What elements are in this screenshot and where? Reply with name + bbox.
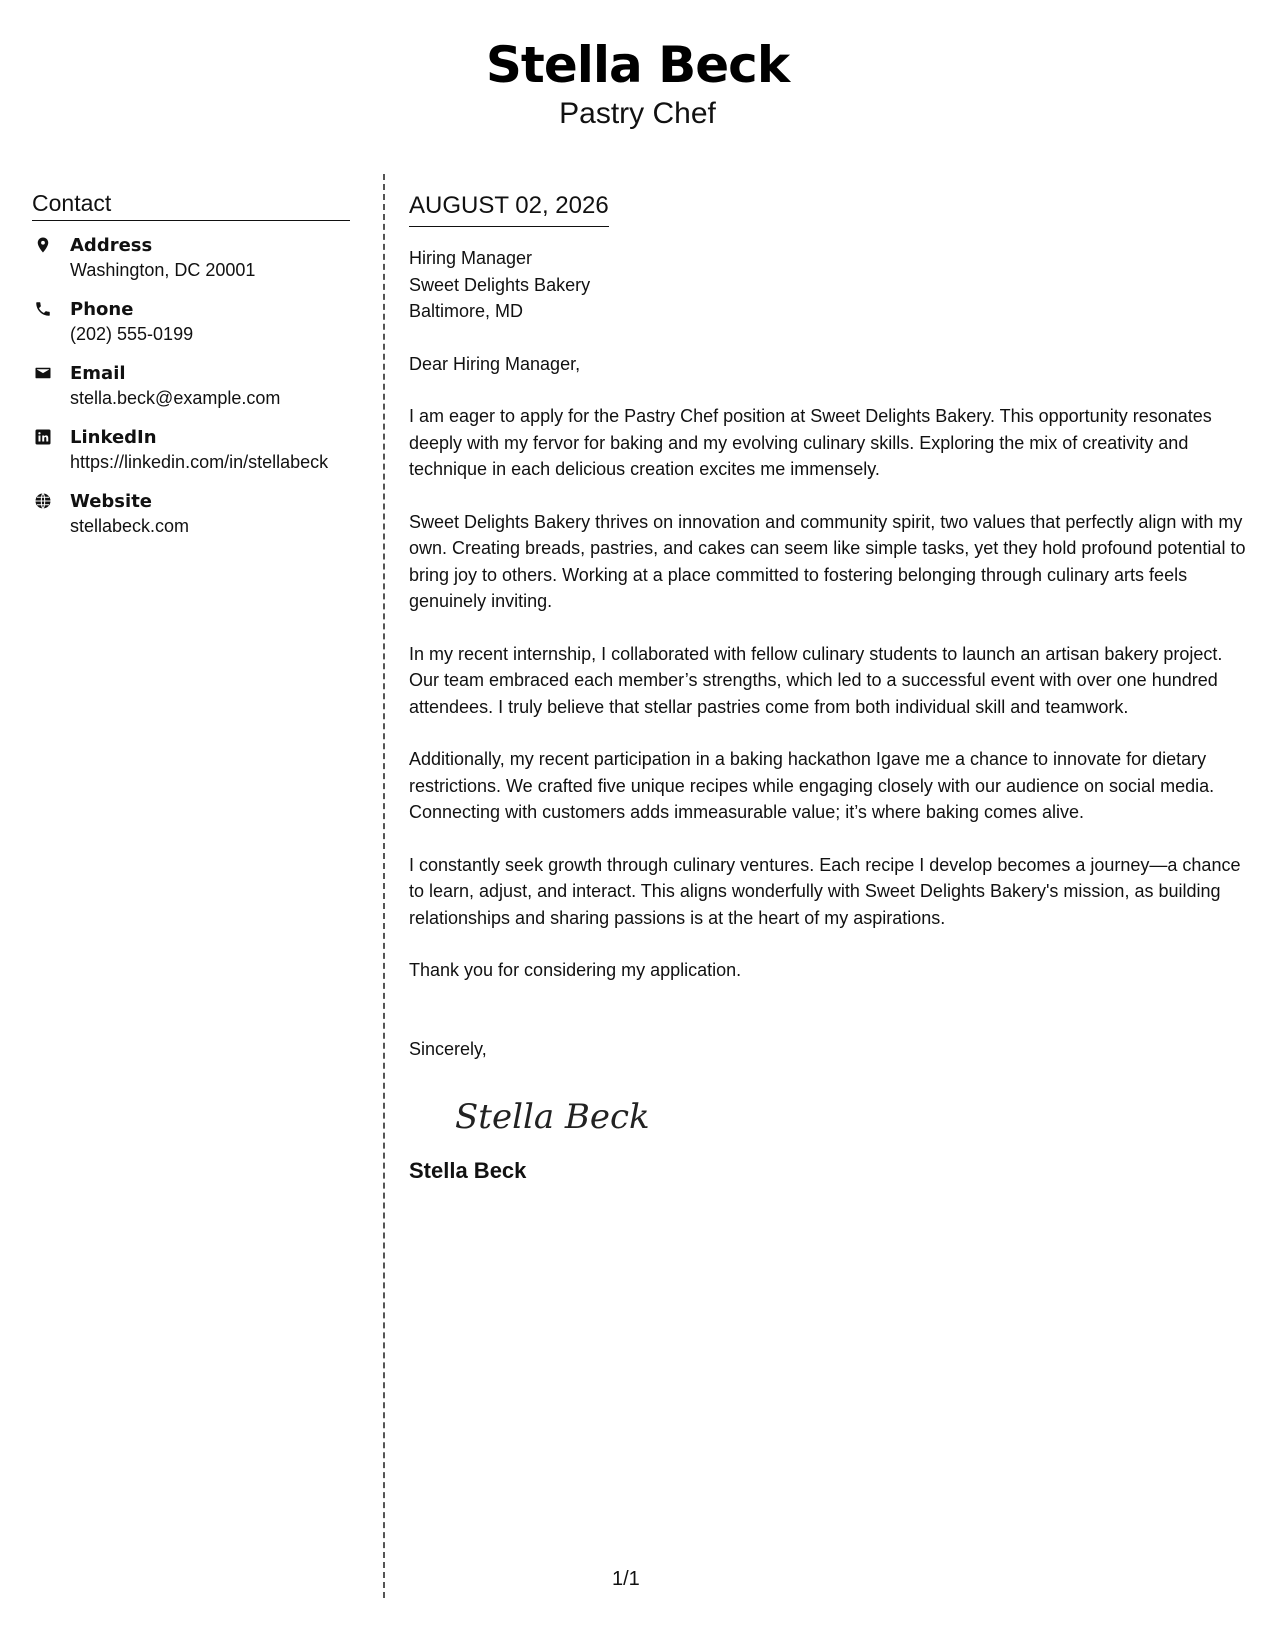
applicant-role: Pastry Chef [559,97,716,130]
globe-icon [34,492,52,510]
signature-name: Stella Beck [409,1158,527,1183]
recipient-block [409,245,1249,325]
recipient-line: Baltimore, MD [409,301,524,321]
contact-linkedin [32,425,350,475]
email-label: Email [70,363,126,384]
phone-value: (202) 555-0199 [70,324,194,344]
letter-header [0,36,1275,132]
letter-paragraph: Thank you for considering my application. [409,960,742,980]
contact-website [32,489,350,539]
letter-date: AUGUST 02, 2026 [409,190,609,227]
applicant-name: Stella Beck [485,36,790,94]
contact-email [32,361,350,411]
contact-phone [32,297,350,347]
handwritten-signature [451,1086,1249,1146]
email-value[interactable]: stella.beck@example.com [70,388,281,408]
closing: Sincerely, [409,1038,487,1059]
column-divider [383,174,385,1598]
recipient-line: Hiring Manager [409,248,533,268]
address-label: Address [70,235,153,256]
linkedin-icon [34,428,52,446]
contact-sidebar [32,188,350,553]
contact-title: Contact [32,188,350,221]
letter-paragraph: I am eager to apply for the Pastry Chef position at Sweet Delights Bakery. This opportunity resonates deeply with my fervor for baking and my evolving culinary skills. Exploring the mix of creativity and technique in each delicious creation excites me immensely. [409,406,1212,479]
website-label: Website [70,491,153,512]
phone-icon [34,300,52,318]
location-pin-icon [34,236,52,254]
website-value[interactable]: stellabeck.com [70,516,190,536]
linkedin-label: LinkedIn [70,427,157,448]
letter-paragraph: Additionally, my recent participation in a baking hackathon Igave me a chance to innovate for dietary restrictions. We crafted five unique recipes while engaging closely with our audience on social media. Connecting with customers adds immeasurable value; it’s where baking comes alive. [409,749,1215,822]
recipient-line: Sweet Delights Bakery [409,274,591,295]
letter-paragraph: In my recent internship, I collaborated with fellow culinary students to launch an artisan bakery project. Our team embraced each member’s strengths, which led to a successful event with over one hundred attendees. I truly believe that stellar pastries come from both individual skill and teamwork. [409,643,1223,717]
phone-label: Phone [70,299,134,320]
linkedin-value[interactable]: https://linkedin.com/in/stellabeck [70,452,329,472]
page-number: 1/1 [612,1568,640,1590]
address-value: Washington, DC 20001 [70,260,256,280]
email-icon [34,364,52,382]
greeting: Dear Hiring Manager, [409,353,581,374]
letter-paragraph: Sweet Delights Bakery thrives on innovation and community spirit, two values that perfectly align with my own. Creating breads, pastries, and cakes can seem like simple tasks, yet they hold profound potential to bring joy to others. Working at a place committed to fostering belonging through culinary arts feels genuinely inviting. [409,511,1246,611]
contact-address [32,233,350,283]
letter-paragraph: I constantly seek growth through culinary ventures. Each recipe I develop becomes a journey—a chance to learn, adjust, and interact. This aligns wonderfully with Sweet Delights Bakery's mission, as building relationships and sharing passions is at the heart of my aspirations. [409,854,1241,928]
letter-body [409,190,1249,1186]
signature-script: Stella Beck [455,1097,650,1137]
